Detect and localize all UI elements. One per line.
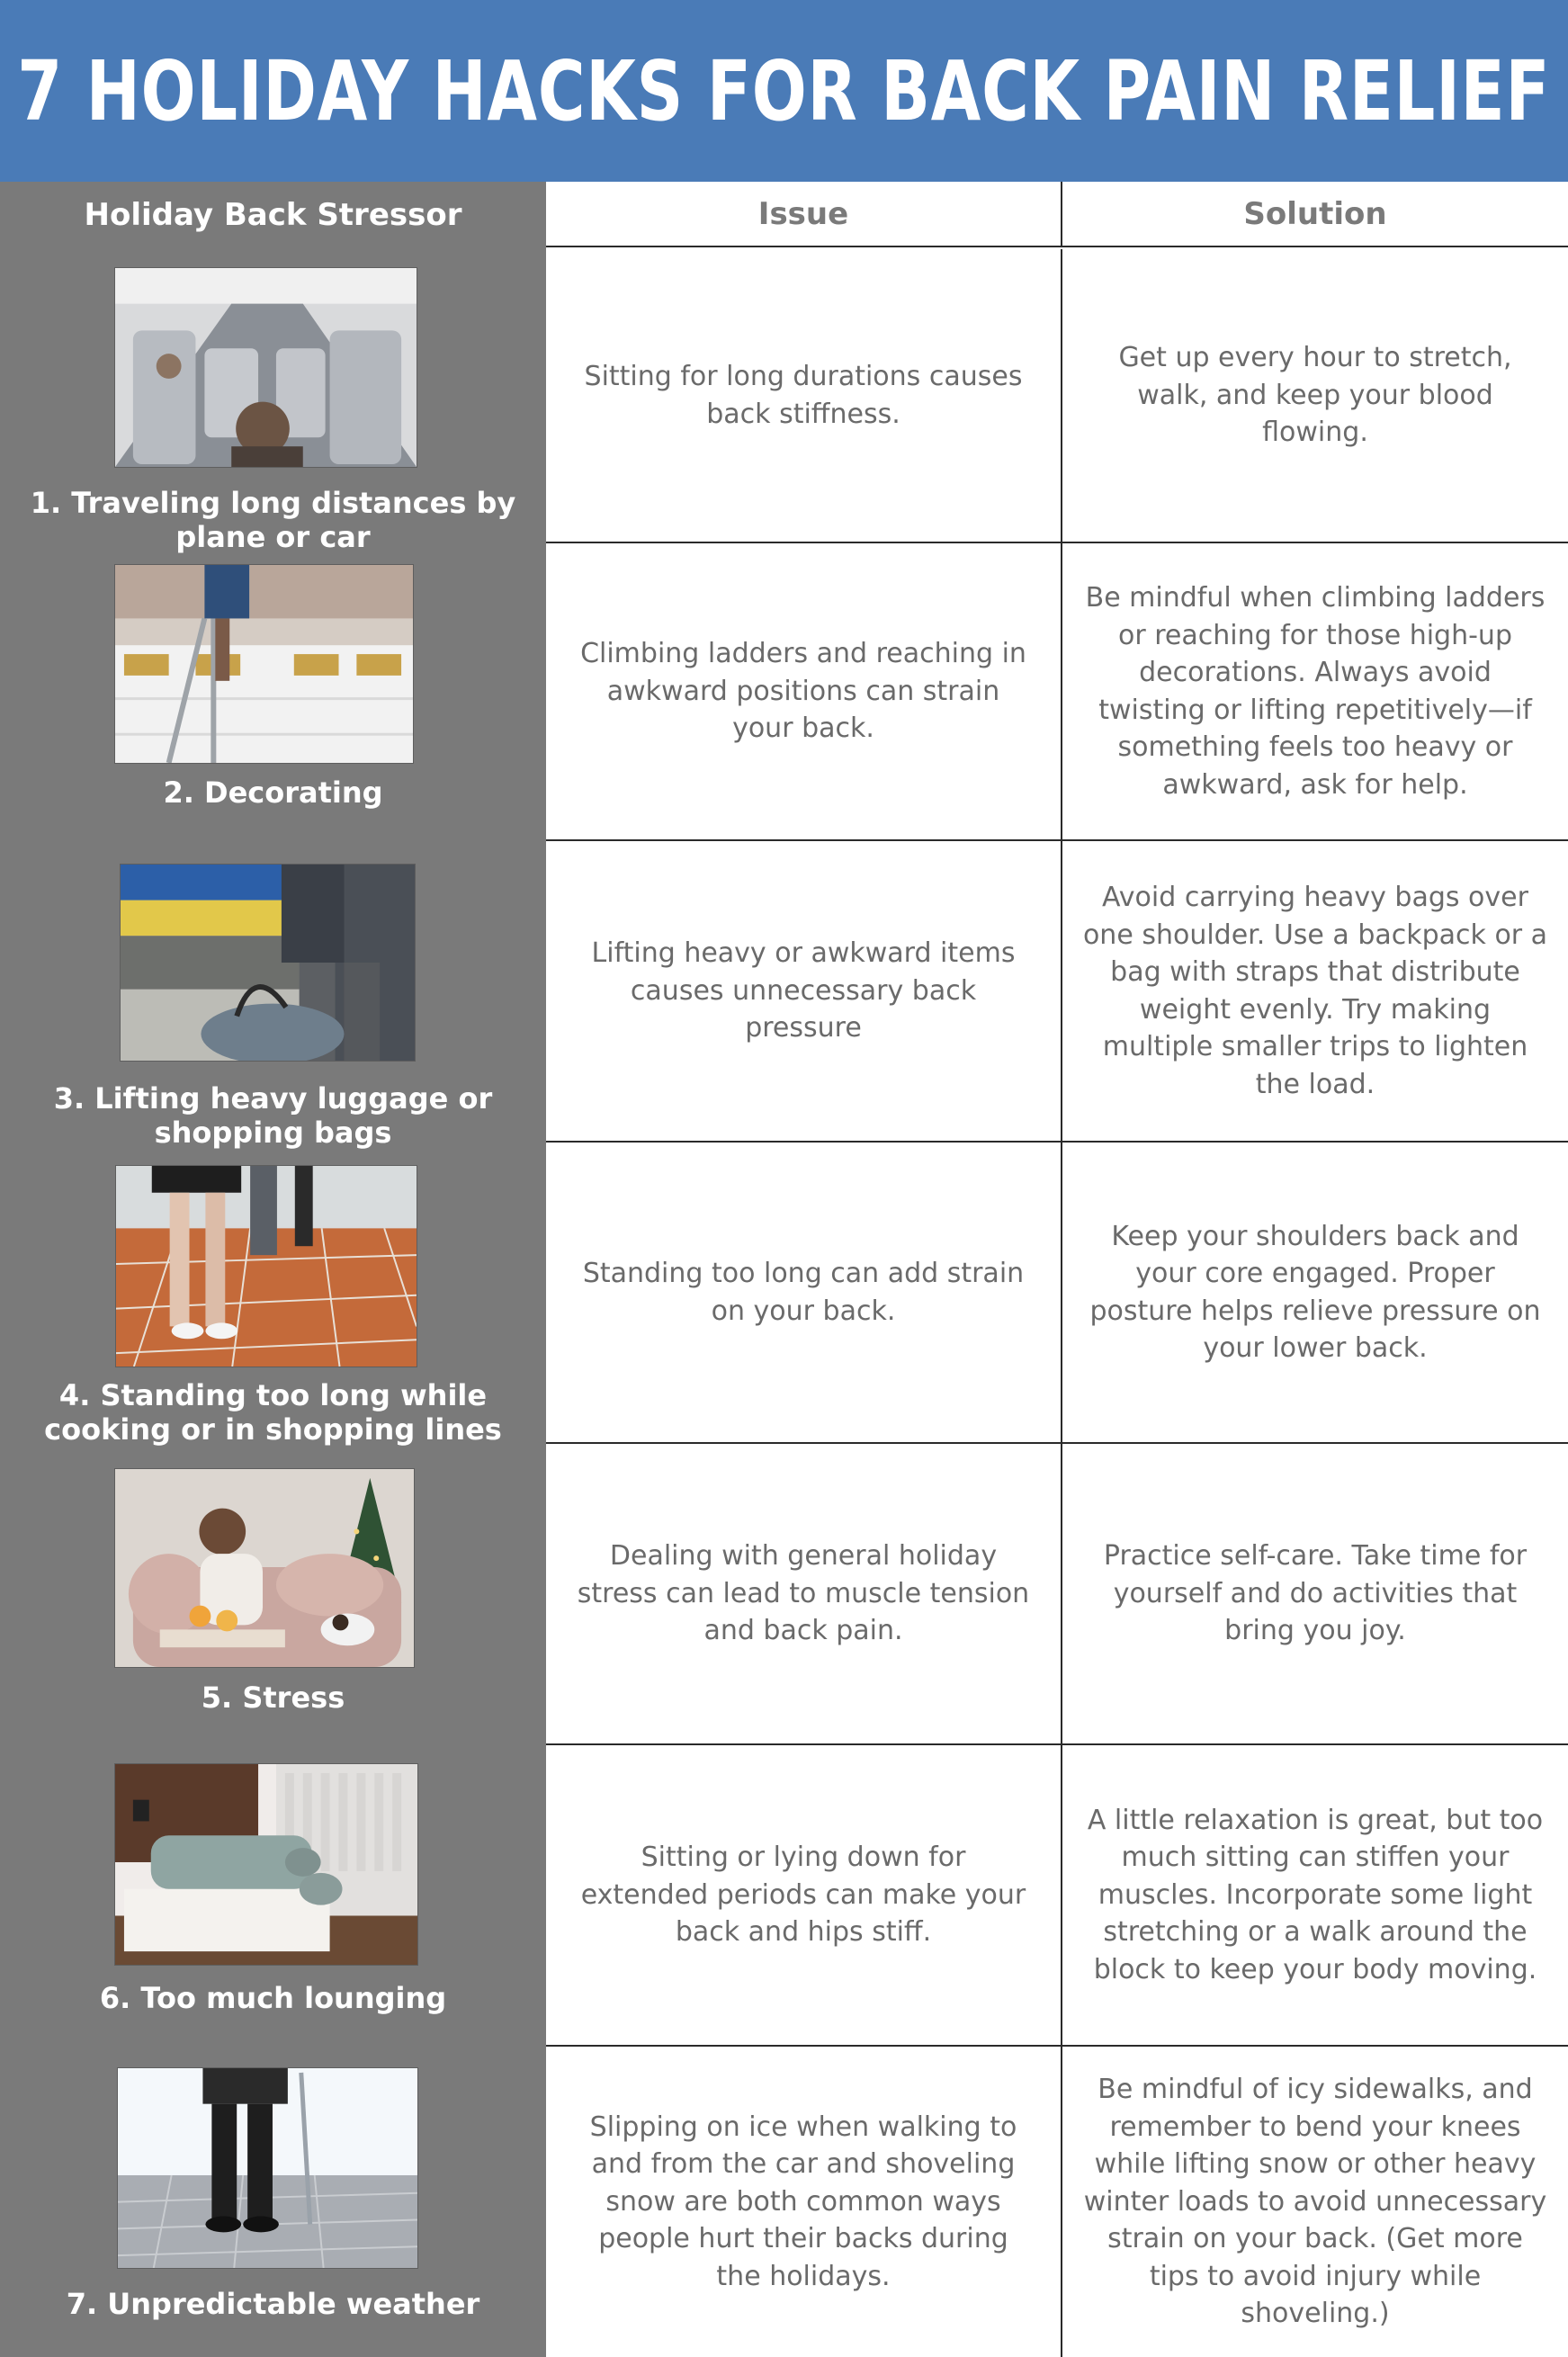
issue-column-header: Issue bbox=[546, 182, 1062, 247]
stressor-label: 2. Decorating bbox=[163, 775, 383, 810]
solution-column-header: Solution bbox=[1062, 182, 1568, 247]
page-title: 7 HOLIDAY HACKS FOR BACK PAIN RELIEF bbox=[17, 42, 1551, 139]
stressor-label: 6. Too much lounging bbox=[99, 1981, 447, 2015]
issue-cell: Standing too long can add strain on your back. bbox=[546, 1143, 1062, 1442]
table-row bbox=[546, 1444, 1568, 1743]
solution-cell: Practice self-care. Take time for yourself and do activities that bring you joy. bbox=[1103, 1540, 1528, 1647]
stressor-label: 5. Stress bbox=[201, 1680, 345, 1715]
lounging-on-couch-photo bbox=[114, 1763, 418, 1966]
table-row bbox=[546, 543, 1568, 839]
stressed-woman-photo bbox=[114, 1468, 415, 1668]
solution-cell: Be mindful of icy sidewalks, and remember to bend your knees while lifting snow or other heavy winter loads to avoid unnecessary strain on your back. (Get more tips to avoid injury while shoveling.) bbox=[1083, 2074, 1547, 2330]
stressor-label: 7. Unpredictable weather bbox=[66, 2287, 480, 2321]
issue-cell: Lifting heavy or awkward items causes unnecessary back pressure bbox=[546, 841, 1062, 1141]
stressor-column-header: Holiday Back Stressor bbox=[84, 196, 462, 233]
issue-cell: Slipping on ice when walking to and from the car and shoveling snow are both common ways people hurt their backs during the holidays. bbox=[546, 2047, 1062, 2357]
luggage-bag-photo bbox=[120, 864, 416, 1062]
table-row bbox=[546, 2047, 1568, 2357]
solution-cell: Be mindful when climbing ladders or reaching for those high-up decorations. Always avoid twisting or lifting repetitively—if something feels too heavy or awkward, ask for help. bbox=[1085, 582, 1546, 801]
issue-cell: Climbing ladders and reaching in awkward positions can strain your back. bbox=[546, 543, 1062, 839]
issue-cell: Sitting for long durations causes back stiffness. bbox=[546, 249, 1062, 542]
standing-in-line-photo bbox=[115, 1165, 417, 1367]
table-row bbox=[546, 249, 1568, 542]
solution-cell: A little relaxation is great, but too much sitting can stiffen your muscles. Incorporate some light stretching or a walk around the block to keep your body moving. bbox=[1087, 1804, 1544, 1985]
table-row bbox=[546, 1745, 1568, 2045]
stressor-label: 1. Traveling long distances by plane or car bbox=[30, 486, 516, 554]
title-banner bbox=[0, 0, 1568, 182]
issue-cell: Sitting or lying down for extended periods can make your back and hips stiff. bbox=[546, 1745, 1062, 2045]
solution-cell: Get up every hour to stretch, walk, and keep your blood flowing. bbox=[1118, 342, 1512, 449]
stressor-label: 3. Lifting heavy luggage or shopping bags bbox=[53, 1081, 493, 1150]
icy-sidewalk-photo bbox=[117, 2067, 418, 2269]
issue-cell: Dealing with general holiday stress can lead to muscle tension and back pain. bbox=[546, 1444, 1062, 1743]
solution-cell: Keep your shoulders back and your core engaged. Proper posture helps relieve pressure on your lower back. bbox=[1089, 1220, 1541, 1364]
airplane-cabin-photo bbox=[114, 267, 417, 468]
solution-cell: Avoid carrying heavy bags over one shoulder. Use a backpack or a bag with straps that distribute weight evenly. Try making multiple smaller trips to lighten the load. bbox=[1082, 882, 1548, 1100]
table-row bbox=[546, 1143, 1568, 1442]
table-row bbox=[546, 841, 1568, 1141]
ladder-decorating-photo bbox=[114, 564, 414, 764]
stressor-label: 4. Standing too long while cooking or in shopping lines bbox=[44, 1378, 502, 1447]
